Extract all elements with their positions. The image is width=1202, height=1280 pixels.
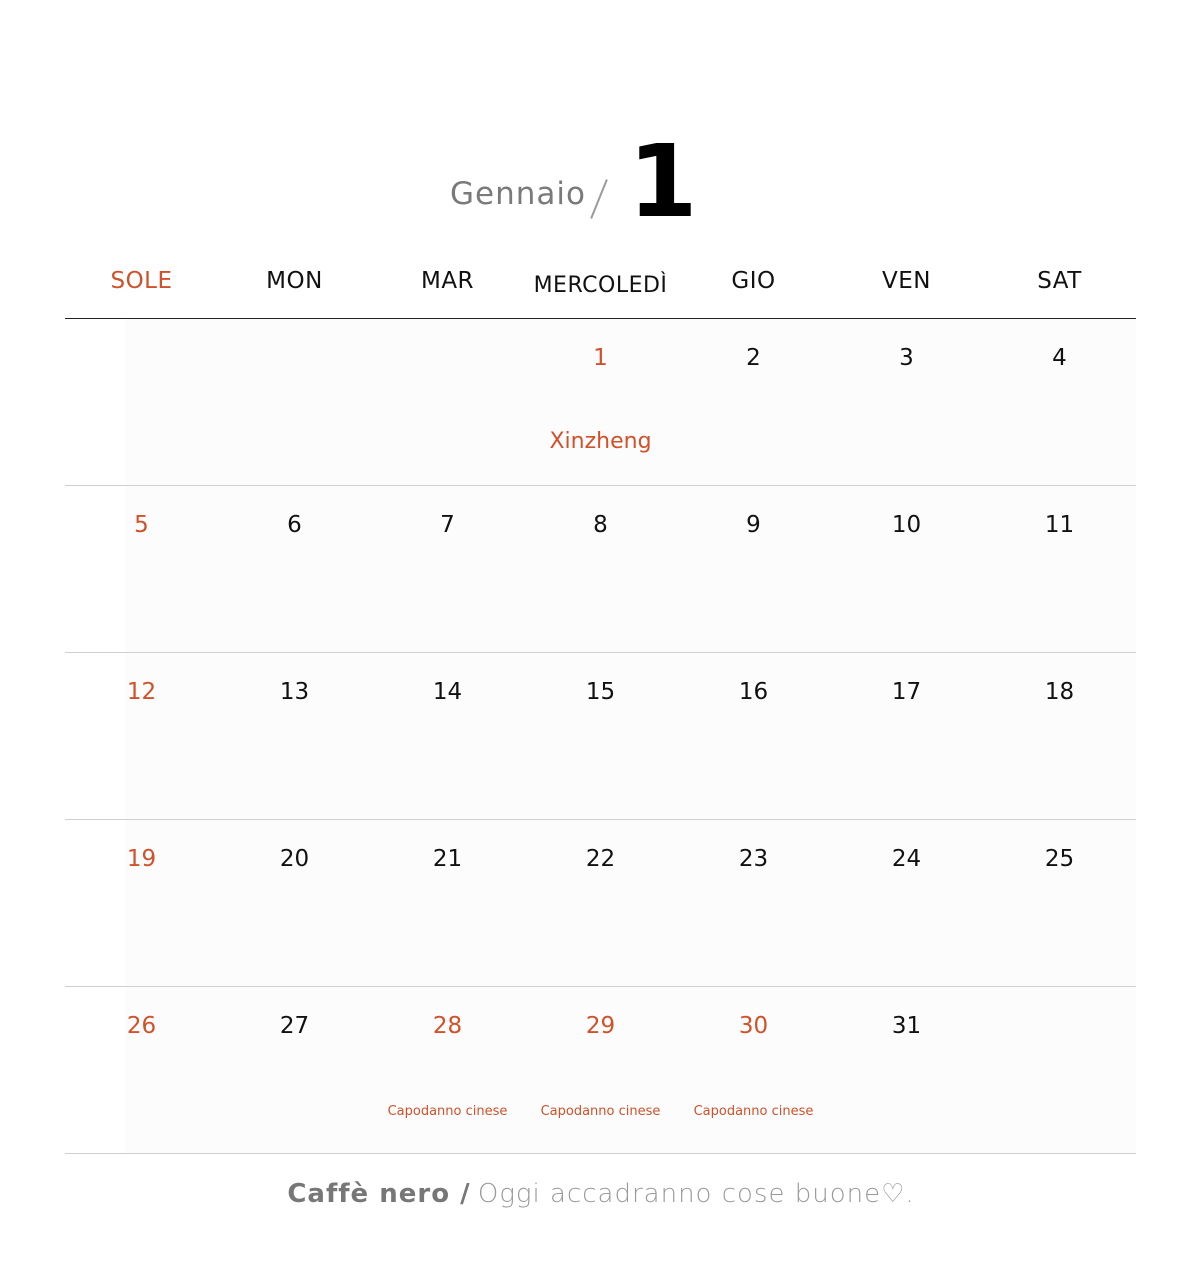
- day-number: 23: [738, 846, 769, 872]
- day-number: 30: [738, 1013, 769, 1039]
- day-number: 26: [126, 1013, 157, 1039]
- day-number: 12: [126, 679, 157, 705]
- day-cell: [65, 987, 218, 1153]
- day-cell: [983, 486, 1136, 652]
- weekday-header-row: [65, 268, 1136, 318]
- day-cell: [65, 486, 218, 652]
- day-cell: [983, 653, 1136, 819]
- month-name: Gennaio: [450, 176, 586, 212]
- day-cell: [677, 319, 830, 485]
- day-number: 1: [593, 345, 608, 371]
- calendar-header: [0, 123, 1202, 240]
- day-number: 19: [126, 846, 157, 872]
- day-number: 9: [746, 512, 761, 538]
- day-cell: [65, 319, 218, 485]
- day-cell: [830, 653, 983, 819]
- weekday-friday: VEN: [882, 268, 931, 294]
- day-cell: [524, 653, 677, 819]
- holiday-label: Xinzheng: [549, 429, 652, 454]
- day-cell: [65, 653, 218, 819]
- day-number: 13: [279, 679, 310, 705]
- weekday-monday: MON: [266, 268, 323, 294]
- holiday-label: Capodanno cinese: [387, 1104, 508, 1119]
- day-number: 2: [746, 345, 761, 371]
- day-number: 20: [279, 846, 310, 872]
- weekday-saturday: SAT: [1037, 268, 1082, 294]
- weekday-thursday: GIO: [731, 268, 776, 294]
- day-cell: [218, 820, 371, 986]
- day-number: 14: [432, 679, 463, 705]
- day-number: [65, 319, 218, 345]
- month-number: 1: [628, 123, 698, 240]
- day-number: 11: [1044, 512, 1075, 538]
- day-number: 3: [899, 345, 914, 371]
- title-divider: [590, 179, 608, 219]
- day-cell: [524, 319, 677, 485]
- day-cell: [371, 820, 524, 986]
- week-row: [65, 987, 1136, 1154]
- day-cell: [830, 987, 983, 1153]
- day-number: 15: [585, 679, 616, 705]
- day-cell: [983, 319, 1136, 485]
- week-row: [65, 653, 1136, 820]
- day-cell: [983, 820, 1136, 986]
- day-cell: [371, 653, 524, 819]
- day-number: 7: [440, 512, 455, 538]
- day-number: 21: [432, 846, 463, 872]
- day-cell: [218, 319, 371, 485]
- day-cell: [524, 820, 677, 986]
- day-cell: [371, 486, 524, 652]
- day-number: 5: [134, 512, 149, 538]
- holiday-label: Capodanno cinese: [693, 1104, 814, 1119]
- calendar-grid: [65, 319, 1136, 1154]
- day-number: 25: [1044, 846, 1075, 872]
- day-number: [983, 987, 1136, 1013]
- week-row: [65, 820, 1136, 987]
- weekday-tuesday: MAR: [420, 268, 475, 294]
- holiday-label: Capodanno cinese: [540, 1104, 661, 1119]
- week-row: [65, 319, 1136, 486]
- day-cell: [830, 820, 983, 986]
- day-cell: [65, 820, 218, 986]
- day-number: [371, 319, 524, 345]
- footer: [0, 1178, 1202, 1209]
- week-row: [65, 486, 1136, 653]
- weekday-sunday: SOLE: [110, 268, 173, 294]
- day-cell: [677, 653, 830, 819]
- day-cell: [371, 319, 524, 485]
- day-number: 4: [1052, 345, 1067, 371]
- day-cell: [983, 987, 1136, 1153]
- day-number: [218, 319, 371, 345]
- day-number: 31: [891, 1013, 922, 1039]
- day-number: 22: [585, 846, 616, 872]
- day-number: 28: [432, 1013, 463, 1039]
- day-cell: [830, 486, 983, 652]
- day-cell: [677, 820, 830, 986]
- day-cell: [677, 486, 830, 652]
- day-number: 8: [593, 512, 608, 538]
- day-cell: [371, 987, 524, 1153]
- day-cell: [524, 987, 677, 1153]
- day-cell: [830, 319, 983, 485]
- day-number: 17: [891, 679, 922, 705]
- day-number: 16: [738, 679, 769, 705]
- day-number: 29: [585, 1013, 616, 1039]
- day-number: 18: [1044, 679, 1075, 705]
- day-number: 27: [279, 1013, 310, 1039]
- tagline: Oggi accadranno cose buone♡.: [477, 1179, 915, 1209]
- day-cell: [218, 653, 371, 819]
- brand-name: Caffè nero /: [287, 1179, 471, 1209]
- day-number: 6: [287, 512, 302, 538]
- day-cell: [218, 987, 371, 1153]
- day-number: 24: [891, 846, 922, 872]
- weekday-wednesday: MERCOLEDÌ: [533, 273, 668, 298]
- day-cell: [677, 987, 830, 1153]
- day-cell: [218, 486, 371, 652]
- day-cell: [524, 486, 677, 652]
- day-number: 10: [891, 512, 922, 538]
